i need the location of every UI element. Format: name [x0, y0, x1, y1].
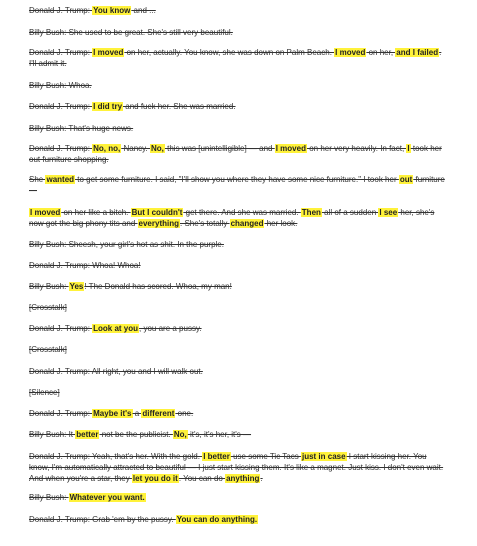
transcript-paragraph — [29, 323, 449, 334]
struck-text: all of a sudden — [321, 208, 379, 217]
highlighted-text: just in case — [301, 452, 346, 461]
transcript-paragraph — [29, 207, 449, 229]
highlighted-text: I see — [379, 208, 398, 217]
struck-text: Nancy. — [121, 144, 150, 153]
struck-text: not be the publicist. — [99, 430, 173, 439]
struck-text: Billy Bush: Whoa. — [29, 81, 92, 90]
struck-text: Donald J. Trump: — [29, 102, 93, 111]
struck-text: . You can do — [178, 474, 226, 483]
highlighted-text: Yes — [69, 282, 84, 291]
struck-text: Donald J. Trump: All right, you and I will walk out. — [29, 367, 203, 376]
struck-text: Donald J. Trump: Whoa! Whoa! — [29, 261, 141, 270]
struck-text: her look. — [264, 219, 298, 228]
transcript-paragraph — [29, 143, 449, 165]
highlighted-text: everything — [138, 219, 179, 228]
struck-text: [Crosstalk] — [29, 345, 67, 354]
struck-text: Donald J. Trump: — [29, 48, 93, 57]
highlighted-text: I moved — [30, 208, 61, 217]
highlighted-text: No, — [151, 144, 164, 153]
transcript-paragraph — [29, 174, 449, 196]
struck-text: Donald J. Trump: — [29, 324, 93, 333]
struck-text: on her very heavily. In fact, — [306, 144, 407, 153]
struck-text: on her, — [366, 48, 396, 57]
transcript-paragraph — [29, 408, 449, 419]
transcript-paragraph — [29, 260, 449, 271]
struck-text: on her like a bitch. — [61, 208, 131, 217]
struck-text: . I'll admit it. — [29, 48, 442, 68]
highlighted-text: No, — [173, 430, 187, 439]
highlighted-text: You can do anything. — [176, 515, 258, 524]
highlighted-text: No, no, — [93, 144, 121, 153]
transcript-paragraph — [29, 366, 449, 377]
highlighted-text: I better — [203, 452, 230, 461]
struck-text: Billy Bush: That's huge news. — [29, 124, 134, 133]
highlighted-text: better — [76, 430, 99, 439]
highlighted-text: different — [142, 409, 175, 418]
struck-text: [Crosstalk] — [29, 303, 67, 312]
transcript-paragraph — [29, 27, 449, 38]
transcript-paragraph — [29, 281, 449, 292]
struck-text: . — [260, 474, 263, 483]
struck-text: took her out furniture shopping. — [29, 144, 442, 164]
struck-text: get there. And she was married. — [183, 208, 301, 217]
struck-text: I start kissing her. You know, I'm automatically attracted to beautiful — I just start kissing them. It's like a magnet. Just kiss. I don't even wait. And when you're a star, they — [29, 452, 444, 483]
struck-text: . She's totally — [180, 219, 230, 228]
transcript-paragraph — [29, 101, 449, 112]
struck-text: furniture — — [29, 175, 445, 195]
struck-text: Donald J. Trump: — [29, 409, 93, 418]
struck-text: it's, it's her, it's — — [187, 430, 252, 439]
transcript-paragraph — [29, 5, 449, 16]
highlighted-text: I moved — [93, 48, 124, 57]
struck-text: , you are a pussy. — [139, 324, 202, 333]
struck-text: Billy Bush: Sheesh, your girl's hot as shit. In the purple. — [29, 240, 224, 249]
highlighted-text: But I couldn't — [131, 208, 183, 217]
highlighted-text: wanted — [46, 175, 75, 184]
transcript-paragraph — [29, 492, 449, 503]
struck-text: on her, actually. You know, she was down on Palm Beach. — [124, 48, 335, 57]
transcript-paragraph — [29, 451, 449, 484]
struck-text: a — [132, 409, 142, 418]
struck-text: this was [unintelligible] — and — [164, 144, 275, 153]
struck-text: Donald J. Trump: — [29, 144, 93, 153]
highlighted-text: Maybe it's — [93, 409, 132, 418]
transcript-paragraph — [29, 123, 449, 134]
struck-text: use some Tic Tacs — [230, 452, 301, 461]
struck-text: and fuck her. She was married. — [123, 102, 236, 111]
highlighted-text: Look at you — [93, 324, 139, 333]
struck-text: her, she's now got the big phony tits and — [29, 208, 435, 228]
struck-text: Billy Bush: It — [29, 430, 76, 439]
highlighted-text: You know — [93, 6, 131, 15]
struck-text: ! The Donald has scored. Whoa, my man! — [84, 282, 232, 291]
transcript-paragraph — [29, 514, 449, 525]
transcript-paragraph — [29, 429, 449, 440]
struck-text: one. — [175, 409, 194, 418]
highlighted-text: changed — [230, 219, 264, 228]
transcript-paragraph — [29, 80, 449, 91]
highlighted-text: I did try — [93, 102, 123, 111]
highlighted-text: I moved — [335, 48, 366, 57]
highlighted-text: I moved — [275, 144, 306, 153]
struck-text: Donald J. Trump: — [29, 6, 93, 15]
struck-text: Billy Bush: She used to be great. She's still very beautiful. — [29, 28, 233, 37]
highlighted-text: out — [399, 175, 413, 184]
highlighted-text: anything — [226, 474, 260, 483]
struck-text: Donald J. Trump: Grab 'em by the pussy. — [29, 515, 176, 524]
struck-text: Billy Bush: — [29, 493, 69, 502]
transcript-paragraph — [29, 47, 449, 69]
transcript-paragraph — [29, 344, 449, 355]
highlighted-text: and I failed — [396, 48, 439, 57]
struck-text: [Silence] — [29, 388, 60, 397]
transcript-paragraph — [29, 239, 449, 250]
struck-text: to get some furniture. I said, "I'll show you where they have some nice furniture." I took her — [75, 175, 399, 184]
struck-text: Donald J. Trump: Yeah, that's her. With the gold. — [29, 452, 203, 461]
transcript-paragraph — [29, 302, 449, 313]
highlighted-text: let you do it — [132, 474, 178, 483]
highlighted-text: I — [407, 144, 410, 153]
struck-text: Billy Bush: — [29, 282, 69, 291]
highlighted-text: Then — [301, 208, 321, 217]
struck-text: and ... — [131, 6, 156, 15]
transcript-paragraph — [29, 387, 449, 398]
struck-text: She — [29, 175, 46, 184]
highlighted-text: Whatever you want. — [69, 493, 145, 502]
